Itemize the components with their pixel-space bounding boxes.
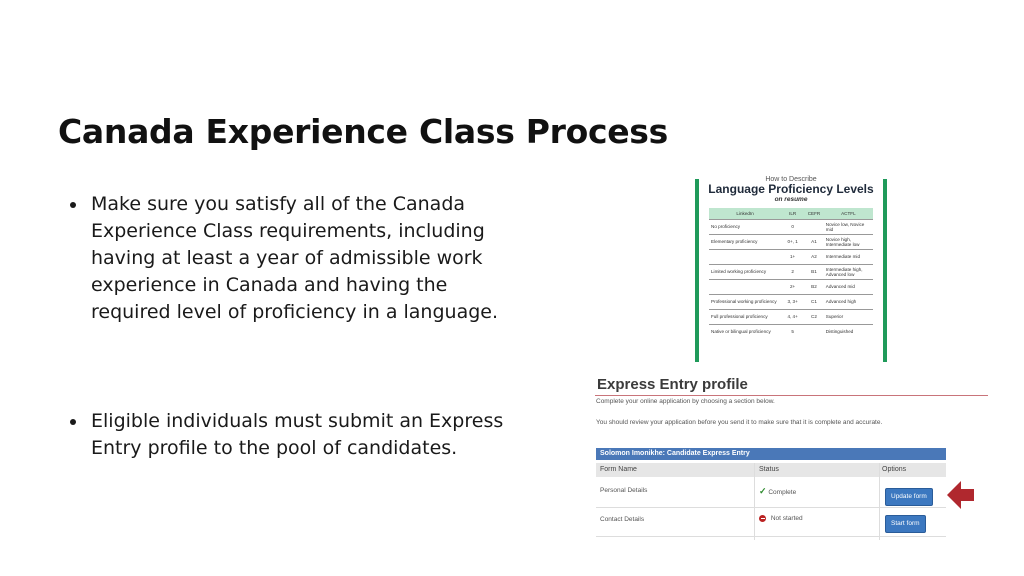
column-header: ILR: [781, 208, 804, 220]
cefr-cell: [804, 220, 824, 235]
linkedin-cell: Professional working proficiency: [709, 295, 781, 310]
instruction-text: Complete your online application by choosing a section below.: [596, 398, 775, 405]
ilr-cell: 2+: [781, 280, 804, 295]
actfl-cell: Intermediate high, Advanced low: [824, 265, 873, 280]
cefr-cell: B2: [804, 280, 824, 295]
column-header: LinkedIn: [709, 208, 781, 220]
review-instruction-text: You should review your application before you send it to make sure that it is complete and accurate.: [596, 419, 883, 426]
actfl-cell: Distinguished: [824, 325, 873, 340]
ilr-cell: 2: [781, 265, 804, 280]
linkedin-cell: Elementary proficiency: [709, 235, 781, 250]
ilr-cell: 3, 3+: [781, 295, 804, 310]
bullet-dot-icon: [70, 419, 76, 425]
bullet-text: Make sure you satisfy all of the Canada Experience Class requirements, including having at least a year of admissible work experience in Canada and having the required level of proficiency in a language.: [91, 193, 498, 323]
actfl-cell: Advanced high: [824, 295, 873, 310]
actfl-cell: Advanced mid: [824, 280, 873, 295]
ilr-cell: 0: [781, 220, 804, 235]
table-row: [709, 280, 873, 295]
ilr-cell: 1+: [781, 250, 804, 265]
linkedin-cell: Limited working proficiency: [709, 265, 781, 280]
linkedin-cell: [709, 280, 781, 295]
bullet-dot-icon: [70, 202, 76, 208]
table-row: [709, 220, 873, 235]
status-label: [759, 486, 796, 497]
language-image-subtitle: on resume: [774, 196, 808, 203]
table-row: [709, 325, 873, 340]
cefr-cell: A2: [804, 250, 824, 265]
cefr-cell: [804, 325, 824, 340]
ilr-cell: 4, 4+: [781, 310, 804, 325]
form-name-column: Form Name: [600, 466, 637, 473]
proficiency-table: [709, 208, 873, 339]
linkedin-cell: [709, 250, 781, 265]
language-image-title: Language Proficiency Levels: [708, 182, 874, 196]
linkedin-cell: Native or bilingual proficiency: [709, 325, 781, 340]
cefr-cell: B1: [804, 265, 824, 280]
title-divider: [595, 395, 988, 396]
bullet-item: [70, 191, 530, 326]
no-entry-icon: [759, 515, 766, 522]
bullet-item: [70, 408, 530, 462]
red-arrow-icon: [947, 479, 975, 511]
table-row: [709, 295, 873, 310]
column-header: CEFR: [804, 208, 824, 220]
candidate-table-header: Solomon Imonikhe: Candidate Express Entry: [596, 448, 946, 460]
form-name: Personal Details: [600, 487, 648, 494]
status-text: Not started: [770, 515, 803, 523]
status-label: [759, 515, 803, 522]
express-entry-title: Express Entry profile: [597, 376, 748, 393]
cefr-cell: C2: [804, 310, 824, 325]
cefr-cell: A1: [804, 235, 824, 250]
column-header: ACTFL: [824, 208, 873, 220]
slide-title: Canada Experience Class Process: [58, 112, 668, 151]
ilr-cell: 0+, 1: [781, 235, 804, 250]
actfl-cell: Novice high, Intermediate low: [824, 235, 873, 250]
cefr-cell: C1: [804, 295, 824, 310]
express-entry-screenshot: [595, 374, 988, 540]
status-text: Complete: [768, 489, 797, 496]
linkedin-cell: No proficiency: [709, 220, 781, 235]
table-row: [709, 310, 873, 325]
status-column: Status: [759, 466, 779, 473]
table-row: [709, 265, 873, 280]
actfl-cell: Intermediate mid: [824, 250, 873, 265]
language-proficiency-image: [695, 176, 887, 362]
ilr-cell: 5: [781, 325, 804, 340]
start-form-button[interactable]: Start form: [885, 515, 926, 533]
linkedin-cell: Full professional proficiency: [709, 310, 781, 325]
form-name: Contact Details: [600, 516, 645, 523]
language-image-pretitle: How to Describe: [765, 176, 817, 183]
proficiency-table-header: [709, 208, 873, 220]
check-icon: ✓: [759, 486, 767, 496]
column-headers: [596, 463, 946, 477]
actfl-cell: Novice low, Novice mid: [824, 220, 873, 235]
bullet-text: Eligible individuals must submit an Express Entry profile to the pool of candidates.: [91, 410, 504, 459]
table-row: [709, 235, 873, 250]
update-form-button[interactable]: Update form: [885, 488, 933, 506]
table-row: [709, 250, 873, 265]
options-column: Options: [882, 466, 907, 473]
actfl-cell: Superior: [824, 310, 873, 325]
